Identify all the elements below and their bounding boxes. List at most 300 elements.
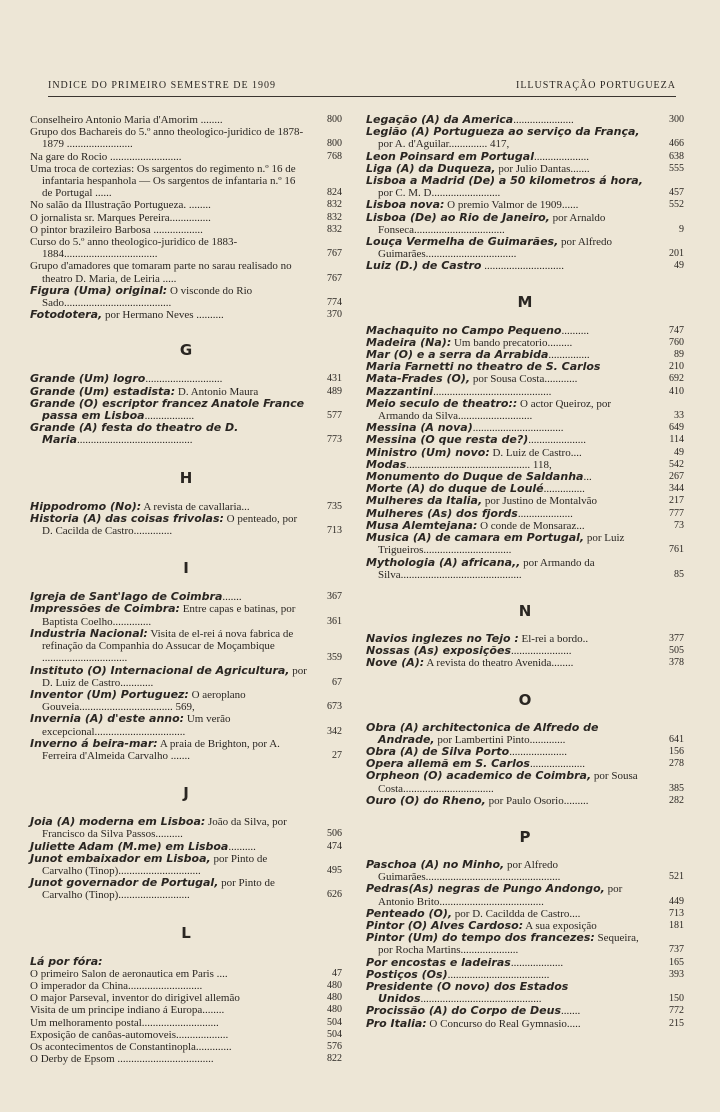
entry-bold-title: Impressões de Coimbra: (30, 602, 180, 616)
section-h (30, 501, 342, 538)
entry-page-number: 489 (327, 385, 342, 397)
entry-page-number: 457 (669, 187, 684, 199)
entry-page-number: 747 (669, 324, 684, 336)
entry-bold-title: Inverno á beira-mar: (30, 736, 158, 750)
entry-text: por C. M. D......................... (378, 187, 501, 200)
entry-bold-title: Grande (Um) logro (30, 372, 146, 386)
entry-page-number: 431 (327, 373, 342, 385)
entry-text: A revista do theatro Avenida........ (424, 657, 574, 670)
entry-page-number: 761 (669, 544, 684, 556)
index-entry (30, 398, 342, 422)
index-entry (30, 877, 342, 901)
index-entry (30, 309, 342, 321)
entry-page-number: 832 (327, 223, 342, 235)
entry-text: por Pinto de Carvalho (Tinop).............................. (42, 852, 268, 877)
entry-bold-title: Joia (A) moderna em Lisboa: (30, 815, 206, 829)
entry-page-number: 649 (669, 422, 684, 434)
entry-page-number: 165 (669, 956, 684, 968)
entry-title (30, 736, 308, 762)
entry-page-number: 377 (669, 632, 684, 644)
entry-title (30, 396, 308, 423)
letter-h: H (179, 468, 193, 487)
entry-title (30, 602, 308, 628)
entry-title (366, 555, 650, 581)
entry-text: por Sousa Costa................................. (378, 770, 638, 795)
entry-text: Conselheiro Antonio Maria d'Amorim ........ (30, 114, 223, 126)
entry-text: .................... (533, 150, 589, 163)
running-header (48, 78, 676, 97)
entry-bold-title: Procissão (A) do Corpo de Deus (366, 1004, 562, 1018)
entry-page-number: 626 (327, 889, 342, 901)
entry-bold-title: Louça Vermelha de Guimarães, (366, 235, 559, 249)
entry-text: ....... (561, 1005, 581, 1018)
entry-bold-title: Penteado (O), (366, 906, 453, 920)
entry-bold-title: Obra (A) architectonica de Alfredo de Andrade, (366, 720, 599, 746)
entry-title (30, 1004, 308, 1017)
entry-page-number: 768 (327, 150, 342, 162)
entry-bold-title: Maria Farnetti no theatro de S. Carlos (366, 360, 601, 374)
section-n (366, 633, 684, 670)
entry-text: ..................... (509, 745, 567, 758)
entry-title (366, 210, 650, 236)
entry-title (30, 1053, 308, 1066)
entry-page-number: 474 (327, 840, 342, 852)
index-entry (30, 199, 342, 211)
entry-text: Exposição de canôas-automoveis................... (30, 1028, 229, 1041)
entry-bold-title: Meio seculo de theatro:: (366, 396, 518, 410)
index-entry (30, 1004, 342, 1016)
entry-title (30, 308, 308, 322)
entry-bold-title: Postiços (Os) (366, 967, 448, 981)
entry-title (366, 1016, 650, 1030)
entry-page-number: 300 (669, 114, 684, 125)
entry-title (30, 876, 308, 902)
entry-title (30, 260, 308, 285)
entry-page-number: 201 (669, 248, 684, 260)
index-entry (30, 853, 342, 877)
entry-title (366, 882, 650, 908)
entry-page-number: 767 (327, 272, 342, 284)
entry-title (366, 656, 650, 670)
entry-bold-title: Ministro (Um) novo: (366, 445, 490, 459)
entry-page-number: 466 (669, 138, 684, 150)
entry-title (30, 211, 308, 224)
entry-page-number: 9 (679, 223, 684, 235)
index-entry (30, 1029, 342, 1041)
entry-page-number: 27 (332, 749, 342, 761)
entry-text: .......... (561, 324, 589, 337)
index-entry (30, 665, 342, 689)
entry-page-number: 156 (669, 745, 684, 757)
letter-n: N (518, 601, 532, 620)
index-entry (366, 770, 684, 794)
entry-bold-title: Hippodromo (No): (30, 499, 142, 513)
entry-title (30, 511, 308, 538)
right-top-list (366, 114, 684, 273)
entry-text: A praia de Brighton, por A. Ferreira d'Almeida Carvalho ....... (42, 737, 280, 762)
entry-bold-title: Opera allemã em S. Carlos (366, 757, 530, 771)
entry-bold-title: Legião (A) Portugueza ao serviço da França, (366, 125, 640, 139)
entry-bold-title: Pedras(As) negras de Pungo Andongo, (366, 882, 605, 896)
entry-page-number: 67 (332, 676, 342, 688)
entry-text: O jornalista sr. Marques Pereira............... (30, 211, 211, 224)
entry-text: O premio Valmor de 1909...... (444, 199, 579, 212)
entry-bold-title: Mar (O) e a serra da Arrabida (366, 348, 549, 362)
entry-page-number: 735 (327, 500, 342, 512)
entry-text: Os acontecimentos de Constantinopla............. (30, 1040, 232, 1053)
index-entry (366, 859, 684, 883)
entry-bold-title: Mulheres da Italia, (366, 494, 483, 508)
index-entry (30, 628, 342, 665)
entry-bold-title: Grande (O) escriptor francez Anatole France passa em Lisboa (30, 396, 305, 423)
entry-page-number: 822 (327, 1053, 342, 1065)
index-entry (30, 603, 342, 627)
entry-page-number: 673 (327, 701, 342, 713)
entry-bold-title: Fotodotera, (30, 308, 103, 322)
entry-text: ............... (548, 349, 590, 362)
entry-text: ...................... (513, 114, 574, 126)
entry-page-number: 217 (669, 495, 684, 507)
entry-bold-title: Pintor (Um) do tempo dos francezes: (366, 931, 595, 945)
entry-bold-title: Leon Poinsard em Portugal (366, 149, 534, 163)
section-l-heading: Lá por fóra: (30, 954, 103, 968)
entry-text: Grupo dos Bachareis do 5.º anno theologico-juridico de 1878-1879 ........................ (30, 126, 304, 151)
entry-text: .......... (228, 840, 256, 853)
entry-text: Um melhoramento postal............................ (30, 1016, 219, 1029)
entry-text: por Armando da Silva............................................ (378, 556, 595, 581)
index-entry (30, 689, 342, 713)
entry-text: ................................. (472, 422, 564, 435)
entry-title (30, 626, 308, 665)
entry-title (30, 126, 308, 151)
entry-title (30, 1016, 308, 1029)
entry-page-number: 552 (669, 199, 684, 211)
section-o (366, 722, 684, 807)
left-top-list (30, 114, 342, 321)
entry-page-number: 480 (327, 979, 342, 991)
entry-bold-title: Madeira (Na): (366, 335, 452, 349)
entry-text: por Hermano Neves .......... (102, 309, 224, 322)
entry-text: O actor Queiroz, por Armando da Silva........................... (378, 397, 612, 423)
entry-text: por Lambertini Pinto............. (434, 733, 566, 746)
entry-text: .......................................... (77, 434, 193, 447)
entry-text: por Antonio Brito...................................... (378, 883, 623, 908)
entry-bold-title: Modas (366, 457, 407, 471)
index-entry (366, 212, 684, 236)
entry-bold-title: Instituto (O) Internacional de Agricultura, (30, 663, 290, 677)
entry-page-number: 410 (669, 385, 684, 397)
entry-bold-title: Ouro (O) do Rheno, (366, 793, 486, 807)
entry-page-number: 772 (669, 1005, 684, 1017)
entry-bold-title: Lisboa (De) ao Rio de Janeiro, (366, 210, 550, 224)
entry-text: por Luiz Trigueiros................................ (378, 532, 625, 557)
entry-page-number: 577 (327, 410, 342, 422)
section-i (30, 591, 342, 762)
entry-bold-title: Figura (Uma) original: (30, 283, 168, 297)
section-l (30, 968, 342, 1066)
entry-text: O aeroplano Gouveia.................................. 569, (42, 688, 246, 714)
index-entry (366, 532, 684, 556)
entry-page-number: 774 (327, 297, 342, 309)
entry-text: O pintor brazileiro Barbosa .................. (30, 223, 203, 236)
entry-page-number: 576 (327, 1040, 342, 1052)
index-entry (366, 1018, 684, 1030)
entry-page-number: 49 (674, 446, 684, 458)
entry-bold-title: Paschoa (A) no Minho, (366, 857, 505, 871)
index-entry (30, 151, 342, 163)
entry-bold-title: Legação (A) da America (366, 113, 514, 126)
entry-bold-title: Luiz (D.) de Castro (366, 259, 482, 273)
entry-title (366, 396, 650, 423)
entry-title (366, 125, 650, 151)
entry-page-number: 773 (327, 434, 342, 446)
entry-page-number: 370 (327, 309, 342, 321)
section-g (30, 373, 342, 446)
entry-page-number: 114 (669, 434, 684, 446)
entry-text: por D. Cacildda de Castro.... (452, 907, 581, 920)
entry-page-number: 361 (327, 615, 342, 627)
entry-text: .................... (517, 507, 573, 520)
entry-bold-title: Pro Italia: (366, 1016, 427, 1030)
entry-bold-title: Pintor (O) Alves Cardoso: (366, 918, 524, 932)
entry-page-number: 832 (327, 211, 342, 223)
entry-title (30, 223, 308, 236)
entry-page-number: 713 (327, 525, 342, 537)
entry-title (366, 174, 650, 200)
entry-text: O major Parseval, inventor do dirigivel allemão (30, 992, 240, 1005)
entry-text: por A. d'Aguilar.............. 417, (378, 138, 510, 151)
entry-text: Um verão excepcional................................. (42, 713, 231, 738)
index-entry (30, 713, 342, 737)
index-entry (30, 126, 342, 150)
entry-text: por Paulo Osorio......... (485, 794, 589, 807)
index-entry (366, 883, 684, 907)
entry-title (30, 687, 308, 714)
entry-bold-title: Nossas (As) exposições (366, 644, 511, 658)
entry-bold-title: Mata-Frades (O), (366, 372, 471, 386)
section-p (366, 859, 684, 1030)
entry-page-number: 282 (669, 794, 684, 806)
index-entry (366, 260, 684, 272)
index-entry (30, 1053, 342, 1065)
entry-title (30, 114, 308, 126)
entry-bold-title: Mulheres (As) dos fjords (366, 506, 518, 520)
entry-text: .................. (144, 410, 195, 423)
entry-text: Um bando precatorio......... (451, 336, 573, 349)
index-entry (30, 738, 342, 762)
entry-text: Grupo d'amadores que tomaram parte no sarau realisado no theatro D. Maria, de Leiria ..... (30, 260, 292, 285)
entry-page-number: 278 (669, 758, 684, 770)
entry-text: Visita de um principe indiano á Europa........ (30, 1004, 225, 1017)
entry-page-number: 800 (327, 138, 342, 150)
index-entry (366, 398, 684, 422)
entry-page-number: 737 (669, 944, 684, 956)
index-entry (366, 932, 684, 956)
entry-bold-title: Industria Nacional: (30, 626, 148, 640)
entry-text: ..................... (528, 434, 586, 447)
entry-bold-title: Messina (O que resta de?) (366, 433, 529, 447)
entry-title (30, 236, 308, 261)
index-entry (30, 260, 342, 284)
entry-title (30, 851, 308, 877)
entry-bold-title: Junot embaixador em Lisboa, (30, 851, 211, 865)
entry-page-number: 267 (669, 471, 684, 483)
entry-page-number: 542 (669, 458, 684, 470)
index-entry (30, 1041, 342, 1053)
entry-title (366, 720, 650, 746)
entry-text: ..................................... (447, 968, 550, 981)
entry-bold-title: Liga (A) da Duqueza, (366, 161, 496, 175)
entry-bold-title: Obra (A) de Silva Porto (366, 744, 510, 758)
entry-bold-title: Lisboa a Madrid (De) a 50 kilometros á hora, (366, 174, 643, 188)
entry-bold-title: Messina (A nova) (366, 421, 473, 435)
entry-title (30, 967, 308, 980)
entry-text: Uma troca de cortezias: Os sargentos do regimento n.º 16 de infantaria hespanhola — Os sargentos de infantaria n.º 16 de Portugal ...... (30, 162, 296, 200)
letter-g: G (179, 341, 193, 360)
entry-title (30, 815, 308, 841)
entry-page-number: 150 (669, 993, 684, 1005)
index-entry (366, 236, 684, 260)
entry-bold-title: Monumento do Duque de Saldanha (366, 470, 584, 484)
entry-bold-title: Nove (A): (366, 656, 425, 670)
index-entry (30, 968, 342, 980)
entry-page-number: 393 (669, 968, 684, 980)
entry-title (30, 1028, 308, 1041)
entry-page-number: 215 (669, 1017, 684, 1029)
entry-title (366, 793, 650, 807)
entry-text: A revista de cavallaria... (141, 500, 250, 513)
entry-title (30, 199, 308, 212)
entry-title (30, 979, 308, 992)
entry-text: Entre capas e batinas, por Baptista Coelho.............. (42, 603, 296, 628)
entry-page-number: 777 (669, 507, 684, 519)
entry-text: Visita de el-rei á nova fabrica de refinação da Companhia do Assucar de Moçambique ............................... (42, 627, 294, 665)
index-entry (30, 1017, 342, 1029)
index-entry (30, 114, 342, 126)
entry-title (366, 857, 650, 884)
entry-page-number: 342 (327, 725, 342, 737)
entry-text: O imperador da China........................... (30, 979, 203, 992)
entry-page-number: 505 (669, 645, 684, 657)
entry-bold-title: Machaquito no Campo Pequeno (366, 323, 562, 337)
entry-text: por Justino de Montalvão (482, 495, 598, 508)
entry-text: por Sousa Costa............ (470, 373, 578, 386)
entry-text: A sua exposição (523, 919, 597, 932)
entry-page-number: 521 (669, 871, 684, 883)
entry-text: ................... (510, 956, 564, 969)
index-entry (30, 816, 342, 840)
header-left: INDICE DO PRIMEIRO SEMESTRE DE 1909 (48, 80, 277, 91)
entry-page-number: 210 (669, 361, 684, 373)
entry-bold-title: Igreja de Sant'Iago de Coimbra (30, 590, 223, 604)
entry-text: ...................... (511, 645, 572, 658)
entry-page-number: 824 (327, 187, 342, 199)
header-right: ILLUSTRAÇÃO PORTUGUEZA (515, 80, 676, 91)
entry-page-number: 638 (669, 150, 684, 162)
letter-p: P (519, 827, 531, 846)
entry-page-number: 367 (327, 591, 342, 603)
entry-bold-title: Junot governador de Portugal, (30, 876, 219, 890)
letter-m: M (517, 292, 533, 311)
entry-page-number: 73 (674, 519, 684, 531)
entry-page-number: 641 (669, 733, 684, 745)
entry-bold-title: Invernia (A) d'este anno: (30, 712, 185, 726)
index-entry (30, 422, 342, 446)
entry-page-number: 449 (669, 895, 684, 907)
letter-i: I (183, 559, 189, 578)
entry-page-number: 89 (674, 349, 684, 361)
index-entry (30, 224, 342, 236)
entry-text: por D. Luiz de Castro............ (42, 664, 307, 689)
entry-page-number: 506 (327, 828, 342, 840)
index-entry (30, 513, 342, 537)
entry-text: ... (583, 471, 592, 484)
index-entry (30, 992, 342, 1004)
entry-bold-title: Lisboa nova: (366, 198, 445, 212)
entry-page-number: 504 (327, 1016, 342, 1028)
entry-page-number: 832 (327, 199, 342, 211)
letter-l: L (181, 923, 191, 942)
entry-title (366, 235, 650, 261)
entry-bold-title: Mythologia (A) africana,, (366, 555, 521, 569)
entry-page-number: 495 (327, 864, 342, 876)
entry-bold-title: Por encostas e ladeiras (366, 955, 511, 969)
index-entry (366, 657, 684, 669)
entry-text: ............................................ (420, 993, 542, 1006)
entry-bold-title: Navios inglezes no Tejo : (366, 631, 519, 645)
index-entry (366, 722, 684, 746)
entry-text: ....... (222, 591, 242, 604)
entry-page-number: 85 (674, 568, 684, 580)
entry-bold-title: Mazzantini (366, 384, 434, 398)
entry-page-number: 378 (669, 657, 684, 669)
entry-page-number: 385 (669, 782, 684, 794)
entry-title (30, 663, 308, 689)
entry-bold-title: Morte (A) do duque de Loulé (366, 482, 544, 496)
letter-o: O (518, 690, 532, 709)
entry-text: ............................. (481, 260, 564, 273)
entry-page-number: 504 (327, 1028, 342, 1040)
entry-title (30, 150, 308, 163)
left-column (30, 114, 342, 1065)
entry-text: D. Luiz de Castro.... (489, 446, 582, 459)
entry-bold-title: Juliette Adam (M.me) em Lisboa (30, 839, 229, 853)
entry-text: João da Silva, por Francisco da Silva Passos.......... (42, 816, 287, 841)
entry-text: O Concurso do Real Gymnasio..... (426, 1017, 581, 1030)
entry-text: ............... (543, 483, 585, 496)
index-entry (366, 981, 684, 1005)
entry-title (366, 769, 650, 795)
entry-bold-title: Orpheon (O) academico de Coimbra, (366, 769, 592, 783)
entry-bold-title: Inventor (Um) Portuguez: (30, 687, 189, 701)
entry-text: Sequeira, por Rocha Martins..................... (378, 932, 639, 957)
entry-page-number: 800 (327, 114, 342, 125)
entry-bold-title: Musa Alemtejana: (366, 518, 478, 532)
entry-text: ............................ (145, 373, 223, 386)
index-entry (366, 126, 684, 150)
entry-text: por Julio Dantas....... (495, 162, 590, 175)
entry-page-number: 555 (669, 162, 684, 174)
entry-page-number: 480 (327, 992, 342, 1004)
entry-text: O visconde do Rio Sado....................................... (42, 284, 253, 310)
index-entry (30, 163, 342, 200)
entry-text: por Alfredo Guimarães................................................. (378, 858, 561, 884)
entry-text: por Alfredo Guimarães................................. (378, 236, 613, 261)
entry-title (30, 1040, 308, 1053)
entry-text: por Pinto de Carvalho (Tinop).......................... (42, 877, 275, 902)
entry-text: D. Antonio Maura (175, 385, 259, 398)
entry-page-number: 359 (327, 652, 342, 664)
